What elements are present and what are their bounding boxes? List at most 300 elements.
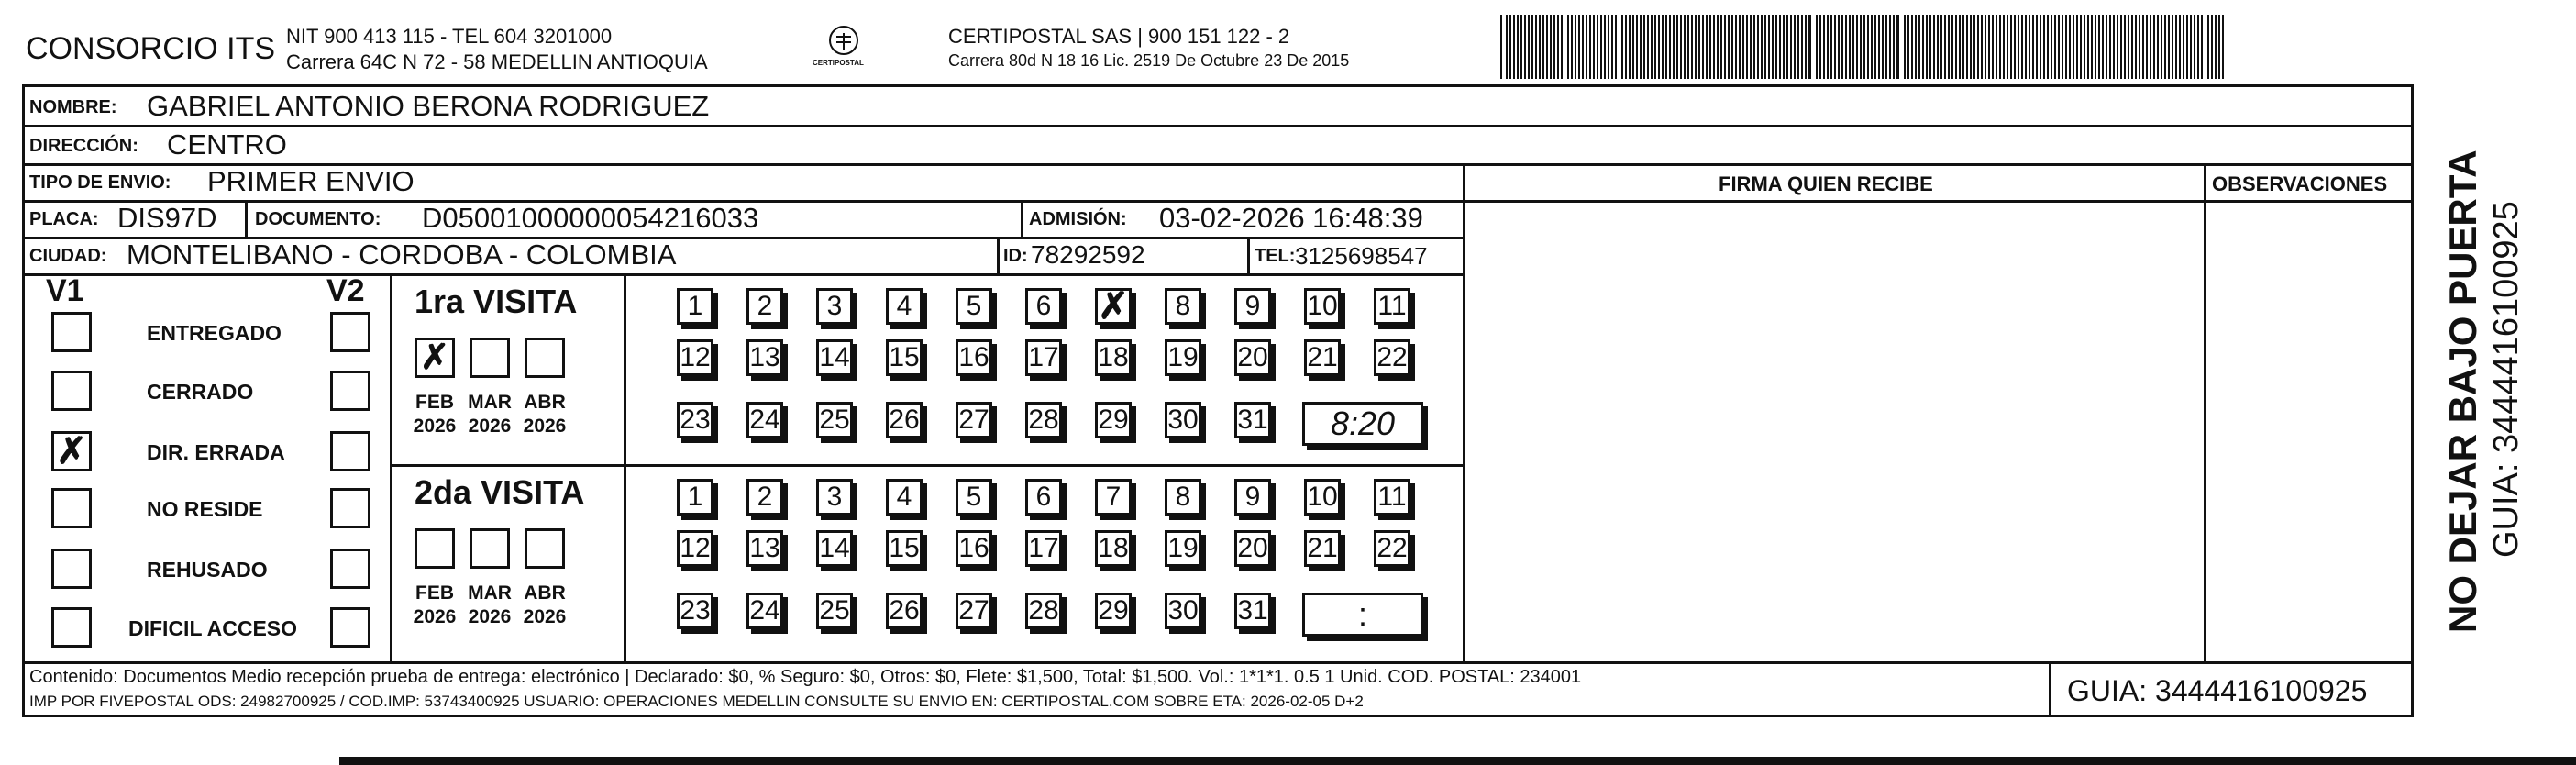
- logo-lettering: CERTIPOSTAL: [813, 59, 864, 67]
- barcode-bar: [2095, 15, 2096, 79]
- company-address: Carrera 64C N 72 - 58 MEDELLIN ANTIOQUIA: [286, 50, 708, 73]
- tipo-envio-value: PRIMER ENVIO: [207, 165, 415, 197]
- barcode-bar: [1907, 15, 1909, 79]
- day-box[interactable]: 17: [1025, 339, 1062, 376]
- barcode-bar: [1834, 15, 1836, 79]
- barcode-bar: [2087, 15, 2089, 79]
- v1-checkbox[interactable]: [51, 549, 92, 589]
- barcode-bar: [1571, 15, 1573, 79]
- day-box[interactable]: 21: [1304, 530, 1341, 567]
- day-box[interactable]: 2: [746, 479, 783, 516]
- day-box[interactable]: 10: [1304, 479, 1341, 516]
- barcode-bar: [1561, 15, 1563, 79]
- barcode-bar: [1739, 15, 1741, 79]
- admision-label: ADMISIÓN:: [1029, 209, 1127, 229]
- time-box[interactable]: :: [1302, 593, 1423, 637]
- barcode-bar: [1977, 15, 1979, 79]
- barcode-bar: [2218, 15, 2220, 79]
- certipostal-address: Carrera 80d N 18 16 Lic. 2519 De Octubre 23 De 2015: [948, 51, 1350, 70]
- day-box[interactable]: 29: [1095, 593, 1132, 629]
- barcode-bar: [1578, 15, 1580, 79]
- barcode-bar: [1779, 15, 1781, 79]
- barcode-bar: [1805, 15, 1807, 79]
- barcode-bar: [1625, 15, 1627, 79]
- tel-label: TEL:: [1255, 246, 1296, 266]
- barcode-bar: [2109, 15, 2111, 79]
- barcode-bar: [1911, 15, 1913, 79]
- barcode-bar: [1761, 15, 1763, 79]
- barcode-bar: [1830, 15, 1832, 79]
- barcode-bar: [1772, 15, 1774, 79]
- barcode-bar: [1893, 15, 1895, 79]
- barcode-bar: [1676, 15, 1678, 79]
- day-box[interactable]: 28: [1025, 402, 1062, 438]
- barcode-bar: [2131, 15, 2133, 79]
- side-guia: GUIA: 3444416100925: [2487, 201, 2526, 558]
- status-label: NO RESIDE: [147, 497, 263, 521]
- barcode-bar: [1575, 15, 1576, 79]
- month-checkbox[interactable]: [415, 528, 455, 569]
- admision-value: 03-02-2026 16:48:39: [1159, 202, 1423, 234]
- v1-checkbox[interactable]: [51, 312, 92, 352]
- barcode-bar: [2073, 15, 2074, 79]
- firma-header: FIRMA QUIEN RECIBE: [1719, 172, 1933, 195]
- visit2-title: 2da VISITA: [415, 473, 585, 511]
- barcode-bar: [1553, 15, 1555, 79]
- barcode-bar: [1856, 15, 1858, 79]
- barcode-bar: [2183, 15, 2184, 79]
- barcode-bar: [2076, 15, 2078, 79]
- day-box[interactable]: ✗: [1095, 288, 1132, 325]
- barcode-bar: [1944, 15, 1946, 79]
- barcode-bar: [2186, 15, 2188, 79]
- barcode-bar: [2194, 15, 2195, 79]
- barcode-bar: [1651, 15, 1653, 79]
- month-label: FEB 2026: [413, 392, 457, 437]
- barcode-bar: [1709, 15, 1711, 79]
- barcode-bar: [1517, 15, 1519, 79]
- barcode-bar: [1600, 15, 1602, 79]
- company-name: CONSORCIO ITS: [26, 31, 276, 66]
- barcode-bar: [1531, 15, 1533, 79]
- status-label: CERRADO: [147, 380, 254, 404]
- barcode-bar: [1933, 15, 1935, 79]
- barcode-bar: [2142, 15, 2144, 79]
- barcode-bar: [2036, 15, 2038, 79]
- day-box[interactable]: 24: [746, 593, 783, 629]
- barcode-bar: [1608, 15, 1609, 79]
- barcode-bar: [1597, 15, 1598, 79]
- barcode-bar: [1885, 15, 1887, 79]
- barcode-bar: [2018, 15, 2019, 79]
- barcode-bar: [1823, 15, 1825, 79]
- day-box[interactable]: 26: [886, 593, 923, 629]
- v2-checkbox[interactable]: [330, 488, 370, 528]
- barcode-bar: [1557, 15, 1559, 79]
- barcode-bar: [1951, 15, 1953, 79]
- day-box[interactable]: 18: [1095, 530, 1132, 567]
- v2-checkbox[interactable]: [330, 431, 370, 471]
- barcode-bar: [2051, 15, 2052, 79]
- nombre-label: NOMBRE:: [29, 97, 117, 117]
- v2-checkbox[interactable]: [330, 549, 370, 589]
- status-label: DIFICIL ACCESO: [128, 616, 298, 640]
- barcode-bar: [2106, 15, 2107, 79]
- barcode-bar: [1999, 15, 2001, 79]
- certipostal-logo: [813, 24, 871, 72]
- barcode-bar: [1746, 15, 1748, 79]
- day-box[interactable]: 7: [1095, 479, 1132, 516]
- barcode-bar: [1786, 15, 1788, 79]
- status-label: ENTREGADO: [147, 321, 282, 345]
- barcode-bar: [1860, 15, 1862, 79]
- barcode-bar: [1783, 15, 1785, 79]
- barcode-bar: [1926, 15, 1928, 79]
- barcode-bar: [2153, 15, 2155, 79]
- day-box[interactable]: 23: [677, 593, 713, 629]
- day-box[interactable]: 20: [1234, 339, 1271, 376]
- day-box[interactable]: 6: [1025, 479, 1062, 516]
- barcode-bar: [1528, 15, 1530, 79]
- barcode-bar: [1768, 15, 1770, 79]
- day-box[interactable]: 3: [816, 288, 853, 325]
- no-dejar-bajo-puerta: NO DEJAR BAJO PUERTA: [2441, 150, 2484, 633]
- month-checkbox[interactable]: [470, 338, 510, 378]
- day-box[interactable]: 11: [1374, 479, 1410, 516]
- v1-checkbox[interactable]: [51, 488, 92, 528]
- barcode-bar: [2080, 15, 2082, 79]
- month-checkbox[interactable]: [525, 528, 565, 569]
- barcode-bar: [1654, 15, 1656, 79]
- barcode-bar: [1852, 15, 1854, 79]
- barcode-bar: [1535, 15, 1537, 79]
- barcode-bar: [2062, 15, 2063, 79]
- barcode-bar: [1593, 15, 1595, 79]
- barcode-bar: [1867, 15, 1869, 79]
- barcode-bar: [2029, 15, 2030, 79]
- status-label: DIR. ERRADA: [147, 440, 285, 464]
- barcode-bar: [2007, 15, 2008, 79]
- barcode-bar: [1816, 15, 1818, 79]
- barcode-bar: [1959, 15, 1961, 79]
- barcode-bar: [1937, 15, 1939, 79]
- barcode-bar: [1520, 15, 1522, 79]
- barcode-bar: [1724, 15, 1726, 79]
- barcode-bar: [1604, 15, 1606, 79]
- placa-value: DIS97D: [117, 202, 217, 234]
- barcode-bar: [2043, 15, 2045, 79]
- barcode-bar: [1904, 15, 1906, 79]
- day-box[interactable]: 8: [1165, 479, 1201, 516]
- day-box[interactable]: 16: [956, 530, 992, 567]
- day-box[interactable]: 30: [1165, 593, 1201, 629]
- barcode-bar: [1996, 15, 1997, 79]
- barcode-bar: [1695, 15, 1697, 79]
- day-box[interactable]: 24: [746, 402, 783, 438]
- nombre-value: GABRIEL ANTONIO BERONA RODRIGUEZ: [147, 90, 710, 122]
- barcode-bar: [2150, 15, 2151, 79]
- barcode-bar: [1882, 15, 1884, 79]
- month-label: MAR 2026: [468, 392, 512, 437]
- day-box[interactable]: 25: [816, 402, 853, 438]
- month-label: FEB 2026: [413, 582, 457, 627]
- day-box[interactable]: 12: [677, 530, 713, 567]
- day-box[interactable]: 5: [956, 479, 992, 516]
- month-checkbox[interactable]: [470, 528, 510, 569]
- barcode-bar: [2197, 15, 2199, 79]
- barcode-bar: [1673, 15, 1675, 79]
- barcode-bar: [1948, 15, 1950, 79]
- barcode-bar: [2222, 15, 2224, 79]
- day-box[interactable]: 25: [816, 593, 853, 629]
- barcode-bar: [1819, 15, 1821, 79]
- day-box[interactable]: 4: [886, 479, 923, 516]
- barcode-bar: [1801, 15, 1803, 79]
- barcode-bar: [2128, 15, 2129, 79]
- barcode-bar: [2025, 15, 2027, 79]
- day-box[interactable]: 27: [956, 593, 992, 629]
- barcode-bar: [1513, 15, 1515, 79]
- barcode: [1500, 15, 2230, 79]
- day-box[interactable]: 20: [1234, 530, 1271, 567]
- barcode-bar: [1874, 15, 1876, 79]
- day-box[interactable]: 19: [1165, 530, 1201, 567]
- barcode-bar: [2157, 15, 2159, 79]
- day-box[interactable]: 12: [677, 339, 713, 376]
- barcode-bar: [1500, 15, 1502, 79]
- footer-guia: GUIA: 3444416100925: [2067, 674, 2368, 707]
- barcode-bar: [1929, 15, 1931, 79]
- v2-checkbox[interactable]: [330, 312, 370, 352]
- barcode-bar: [2084, 15, 2085, 79]
- v2-checkbox[interactable]: [330, 371, 370, 411]
- barcode-bar: [1731, 15, 1733, 79]
- certipostal-name: CERTIPOSTAL SAS | 900 151 122 - 2: [948, 25, 1290, 48]
- day-box[interactable]: 23: [677, 402, 713, 438]
- barcode-bar: [1735, 15, 1737, 79]
- day-box[interactable]: 15: [886, 530, 923, 567]
- month-label: MAR 2026: [468, 582, 512, 627]
- barcode-bar: [1966, 15, 1968, 79]
- id-value: 78292592: [1031, 240, 1145, 269]
- barcode-bar: [1713, 15, 1715, 79]
- documento-value: D05001000000054216033: [422, 202, 759, 234]
- direccion-label: DIRECCIÓN:: [29, 136, 138, 156]
- barcode-bar: [1728, 15, 1730, 79]
- day-box[interactable]: 30: [1165, 402, 1201, 438]
- barcode-bar: [1896, 15, 1899, 79]
- day-box[interactable]: 8: [1165, 288, 1201, 325]
- barcode-bar: [1524, 15, 1526, 79]
- tipo-envio-label: TIPO DE ENVIO:: [29, 172, 171, 193]
- barcode-bar: [1878, 15, 1880, 79]
- barcode-bar: [1509, 15, 1511, 79]
- barcode-bar: [1567, 15, 1569, 79]
- barcode-bar: [1698, 15, 1700, 79]
- day-box[interactable]: 9: [1234, 288, 1271, 325]
- barcode-bar: [2215, 15, 2217, 79]
- barcode-bar: [1542, 15, 1544, 79]
- barcode-bar: [2065, 15, 2067, 79]
- barcode-bar: [1632, 15, 1634, 79]
- day-box[interactable]: 18: [1095, 339, 1132, 376]
- barcode-bar: [1753, 15, 1755, 79]
- day-box[interactable]: 29: [1095, 402, 1132, 438]
- barcode-bar: [1790, 15, 1792, 79]
- day-box[interactable]: 2: [746, 288, 783, 325]
- barcode-bar: [1643, 15, 1645, 79]
- documento-label: DOCUMENTO:: [255, 209, 381, 229]
- barcode-bar: [1871, 15, 1873, 79]
- barcode-bar: [1808, 15, 1811, 79]
- bottom-shadow-line: [339, 757, 2576, 765]
- visit1-title: 1ra VISITA: [415, 283, 578, 320]
- barcode-bar: [1546, 15, 1548, 79]
- barcode-bar: [2091, 15, 2093, 79]
- barcode-bar: [1962, 15, 1964, 79]
- barcode-bar: [1797, 15, 1799, 79]
- v1-checkbox[interactable]: ✗: [51, 431, 92, 471]
- v2-checkbox[interactable]: [330, 607, 370, 648]
- day-box[interactable]: 26: [886, 402, 923, 438]
- day-box[interactable]: 3: [816, 479, 853, 516]
- barcode-bar: [2120, 15, 2122, 79]
- barcode-bar: [2102, 15, 2104, 79]
- barcode-bar: [2069, 15, 2071, 79]
- day-box[interactable]: 19: [1165, 339, 1201, 376]
- barcode-bar: [2139, 15, 2140, 79]
- barcode-bar: [1841, 15, 1843, 79]
- day-box[interactable]: 10: [1304, 288, 1341, 325]
- month-checkbox[interactable]: ✗: [415, 338, 455, 378]
- day-box[interactable]: 16: [956, 339, 992, 376]
- barcode-bar: [2201, 15, 2203, 79]
- day-box[interactable]: 31: [1234, 593, 1271, 629]
- barcode-bar: [1539, 15, 1541, 79]
- barcode-bar: [1665, 15, 1667, 79]
- barcode-bar: [1720, 15, 1722, 79]
- day-box[interactable]: 11: [1374, 288, 1410, 325]
- direccion-value: CENTRO: [167, 128, 287, 161]
- placa-label: PLACA:: [29, 209, 99, 229]
- barcode-bar: [1988, 15, 1990, 79]
- barcode-bar: [2175, 15, 2177, 79]
- barcode-bar: [1889, 15, 1891, 79]
- day-box[interactable]: 13: [746, 530, 783, 567]
- id-label: ID:: [1003, 246, 1028, 266]
- day-box[interactable]: 22: [1374, 530, 1410, 567]
- barcode-bar: [2164, 15, 2166, 79]
- month-label: ABR 2026: [523, 392, 567, 437]
- day-box[interactable]: 28: [1025, 593, 1062, 629]
- time-box[interactable]: 8:20: [1302, 402, 1423, 446]
- day-box[interactable]: 5: [956, 288, 992, 325]
- barcode-bar: [1506, 15, 1508, 79]
- status-label: REHUSADO: [147, 558, 268, 582]
- barcode-bar: [1915, 15, 1917, 79]
- barcode-bar: [1647, 15, 1649, 79]
- barcode-bar: [1582, 15, 1584, 79]
- barcode-bar: [1849, 15, 1851, 79]
- barcode-bar: [2117, 15, 2118, 79]
- day-box[interactable]: 4: [886, 288, 923, 325]
- barcode-bar: [2040, 15, 2041, 79]
- barcode-bar: [1922, 15, 1924, 79]
- company-nit-tel: NIT 900 413 115 - TEL 604 3201000: [286, 25, 613, 48]
- day-box[interactable]: 31: [1234, 402, 1271, 438]
- barcode-bar: [1615, 15, 1617, 79]
- barcode-bar: [2211, 15, 2213, 79]
- barcode-bar: [1764, 15, 1766, 79]
- barcode-bar: [1992, 15, 1994, 79]
- day-box[interactable]: 21: [1304, 339, 1341, 376]
- day-box[interactable]: 14: [816, 530, 853, 567]
- barcode-bar: [2113, 15, 2115, 79]
- v2-label: V2: [326, 273, 365, 308]
- day-box[interactable]: 9: [1234, 479, 1271, 516]
- barcode-bar: [1757, 15, 1759, 79]
- barcode-bar: [2135, 15, 2137, 79]
- day-box[interactable]: 27: [956, 402, 992, 438]
- barcode-bar: [2168, 15, 2170, 79]
- barcode-bar: [2032, 15, 2034, 79]
- barcode-bar: [2172, 15, 2173, 79]
- day-box[interactable]: 13: [746, 339, 783, 376]
- barcode-bar: [2010, 15, 2012, 79]
- barcode-bar: [2058, 15, 2060, 79]
- barcode-bar: [1985, 15, 1986, 79]
- barcode-bar: [1750, 15, 1752, 79]
- barcode-bar: [1589, 15, 1591, 79]
- barcode-bar: [1981, 15, 1983, 79]
- ciudad-label: CIUDAD:: [29, 246, 107, 266]
- day-box[interactable]: 14: [816, 339, 853, 376]
- barcode-bar: [1680, 15, 1682, 79]
- month-checkbox[interactable]: [525, 338, 565, 378]
- v1-checkbox[interactable]: [51, 607, 92, 648]
- barcode-bar: [2190, 15, 2192, 79]
- barcode-bar: [2146, 15, 2148, 79]
- v1-label: V1: [46, 273, 84, 308]
- barcode-bar: [1640, 15, 1642, 79]
- barcode-bar: [1794, 15, 1796, 79]
- barcode-bar: [1706, 15, 1708, 79]
- barcode-bar: [2021, 15, 2023, 79]
- observaciones-header: OBSERVACIONES: [2212, 172, 2388, 195]
- day-box[interactable]: 15: [886, 339, 923, 376]
- ciudad-value: MONTELIBANO - CORDOBA - COLOMBIA: [127, 238, 677, 271]
- barcode-bar: [1611, 15, 1613, 79]
- day-box[interactable]: 1: [677, 479, 713, 516]
- barcode-bar: [1838, 15, 1840, 79]
- barcode-bar: [1845, 15, 1847, 79]
- barcode-bar: [1973, 15, 1975, 79]
- day-box[interactable]: 22: [1374, 339, 1410, 376]
- barcode-bar: [1550, 15, 1552, 79]
- day-box[interactable]: 1: [677, 288, 713, 325]
- barcode-bar: [1827, 15, 1829, 79]
- barcode-bar: [1691, 15, 1693, 79]
- v1-checkbox[interactable]: [51, 371, 92, 411]
- barcode-bar: [1621, 15, 1623, 79]
- barcode-bar: [1684, 15, 1686, 79]
- barcode-bar: [1775, 15, 1777, 79]
- barcode-bar: [1662, 15, 1664, 79]
- day-box[interactable]: 6: [1025, 288, 1062, 325]
- barcode-bar: [1586, 15, 1587, 79]
- day-box[interactable]: 17: [1025, 530, 1062, 567]
- barcode-bar: [1955, 15, 1957, 79]
